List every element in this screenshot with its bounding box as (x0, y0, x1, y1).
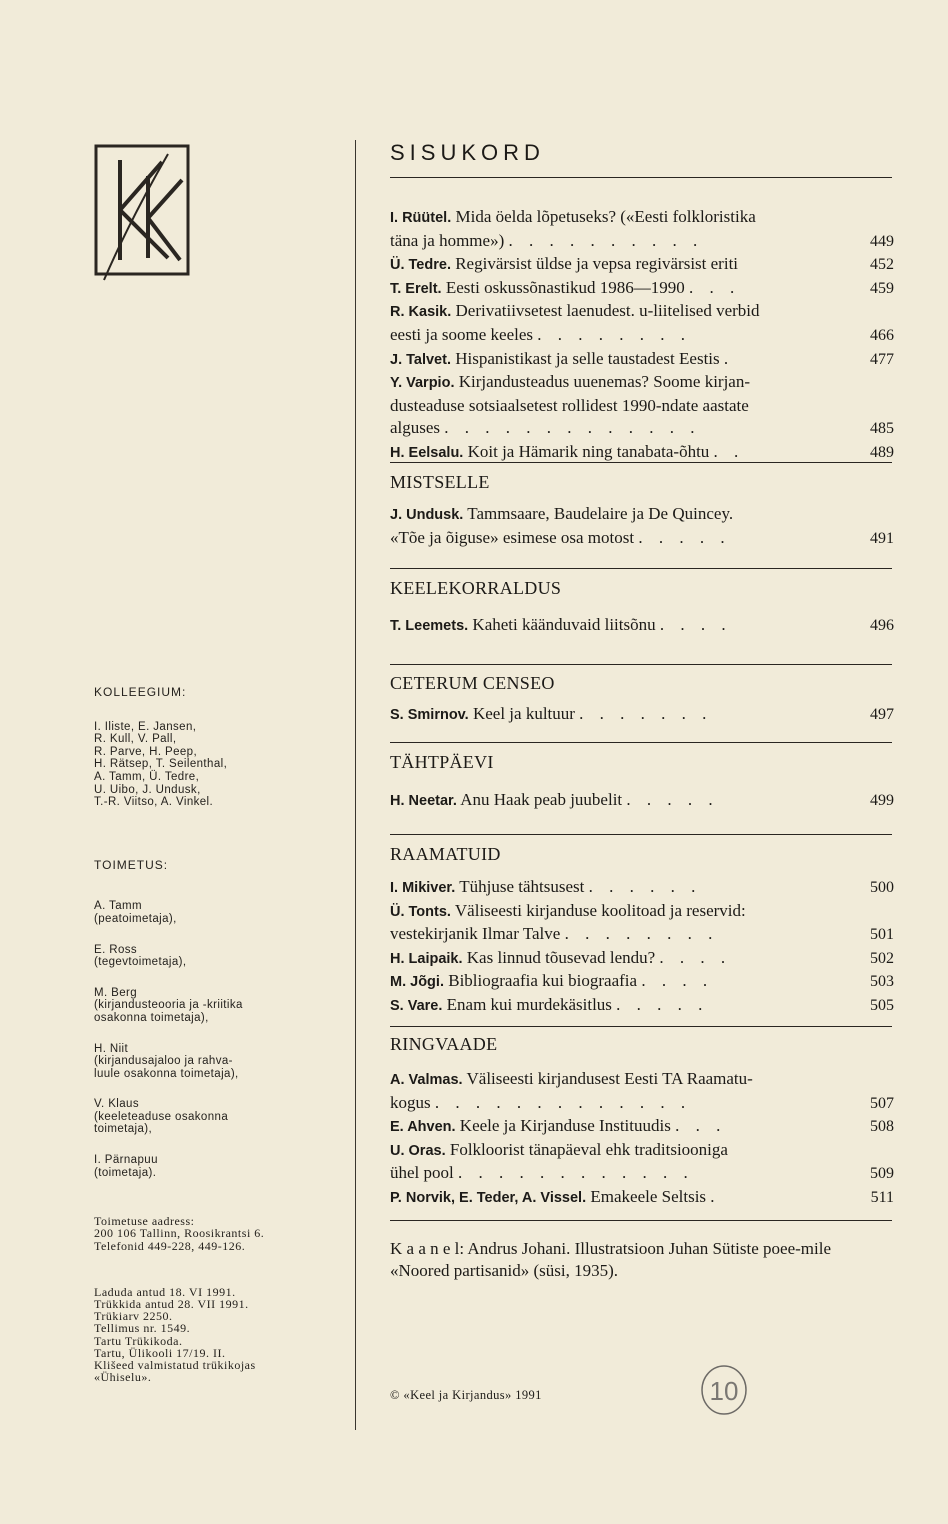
section-title: RINGVAADE (390, 1034, 498, 1054)
toc-entry[interactable]: J. Talvet. Hispanistikast ja selle taustadest Eestis . 477 (390, 348, 894, 368)
toc-entry[interactable]: R. Kasik. Derivatiivsetest laenudest. u-liitelised verbid eesti ja soome keeles . . . . . . . . 466 (390, 301, 894, 344)
section-rule (390, 1220, 892, 1221)
section-rule (390, 664, 892, 665)
section-title: CETERUM CENSEO (390, 673, 555, 693)
toc-entry[interactable]: J. Undusk. Tammsaare, Baudelaire ja De Quincey. «Tõe ja õiguse» esimese osa motost . . . . . 491 (390, 504, 894, 547)
page-title: SISUKORD (390, 140, 545, 165)
toc-entry[interactable]: Y. Varpio. Kirjandusteadus uuenemas? Soome kirjan- dusteaduse sotsiaalsetest rollidest 1990-ndate aastate alguses . . . . . . . . . . . . . 485 (390, 372, 894, 438)
toc-entry[interactable]: M. Jõgi. Bibliograafia kui biograafia . . . . 503 (390, 971, 894, 991)
left-column (94, 686, 334, 1383)
toc-entry[interactable]: H. Laipaik. Kas linnud tõusevad lendu? . . . . 502 (390, 947, 894, 967)
toc-entry[interactable]: I. Mikiver. Tühjuse tähtsusest . . . . . . 500 (390, 877, 894, 896)
copyright: © «Keel ja Kirjandus» 1991 (390, 1388, 542, 1402)
toc-main (390, 206, 894, 465)
kolleegium-heading: KOLLEEGIUM: (94, 685, 187, 699)
toimetus-heading: TOIMETUS: (94, 857, 169, 872)
column-divider (355, 140, 356, 1430)
section-rule (390, 568, 892, 569)
section-rule (390, 834, 892, 835)
section-rule (390, 462, 892, 463)
toc-entry[interactable]: A. Valmas. Väliseesti kirjandusest Eesti TA Raamatu- kogus . . . . . . . . . . . . . 507 (390, 1069, 894, 1112)
toc-entry[interactable]: U. Oras. Folkloorist tänapäeval ehk traditsiooniga ühel pool . . . . . . . . . . . . 509 (390, 1139, 894, 1183)
staff-item: A. Tamm (peatoimetaja), (94, 900, 177, 925)
section-title: TÄHTPÄEVI (390, 752, 494, 772)
toc-entry[interactable]: Ü. Tonts. Väliseesti kirjanduse koolitoad ja reservid: vestekirjanik Ilmar Talve . . . . . . . . 501 (390, 900, 894, 944)
library-stamp (690, 1360, 760, 1418)
toc-section-raamatuid (390, 876, 894, 1018)
toc-entry[interactable]: P. Norvik, E. Teder, A. Vissel. Emakeele Seltsis . 511 (390, 1186, 894, 1206)
toc-entry[interactable]: T. Leemets. Kaheti käänduvaid liitsõnu . . . . 496 (390, 615, 894, 634)
title-rule (390, 177, 892, 178)
section-rule (390, 1026, 892, 1027)
toc-entry[interactable]: H. Eelsalu. Koit ja Hämarik ning tanabata-õhtu . . 489 (390, 441, 894, 461)
toc-entry[interactable]: H. Neetar. Anu Haak peab juubelit . . . . . 499 (390, 790, 894, 809)
editorial-address: Toimetuse aadress: 200 106 Tallinn, Roosikrantsi 6. Telefonid 449-228, 449-126. (94, 1214, 265, 1253)
staff-item: H. Niit (kirjandusajaloo ja rahva- luule osakonna toimetaja), (94, 1042, 239, 1080)
staff-item: V. Klaus (keeleteaduse osakonna toimetaja), (94, 1098, 229, 1136)
toc-section-ringvaade (390, 1068, 894, 1210)
staff-item: I. Pärnapuu (toimetaja). (94, 1154, 158, 1179)
staff-item: E. Ross (tegevtoimetaja), (94, 943, 187, 969)
toc-entry[interactable]: S. Smirnov. Keel ja kultuur . . . . . . . 497 (390, 704, 894, 723)
kolleegium-list: I. Iliste, E. Jansen, R. Kull, V. Pall, R. Parve, H. Peep, H. Rätsep, T. Seilenthal, A. Tamm, Ü. Tedre, U. Uibo, J. Undusk, T.-R. Viitso, A. Vinkel. (94, 720, 228, 809)
section-title: RAAMATUID (390, 844, 501, 864)
toc-entry[interactable]: E. Ahven. Keele ja Kirjanduse Instituudis . . . 508 (390, 1116, 894, 1136)
section-rule (390, 742, 892, 743)
toc-entry[interactable]: I. Rüütel. Mida öelda lõpetuseks? («Eesti folkloristika täna ja homme») . . . . . . . . . . 449 (390, 207, 894, 250)
stamp-number: 10 (709, 1376, 739, 1406)
toc-entry[interactable]: Ü. Tedre. Regivärsist üldse ja vepsa regivärsist eriti 452 (390, 254, 894, 274)
journal-logo (90, 140, 194, 286)
print-details: Laduda antud 18. VI 1991. Trükkida antud 28. VII 1991. Trükiarv 2250. Tellimus nr. 1549. Tartu Trükikoda. Tartu, Ülikooli 17/19. II. Klišeed valmistatud trükikojas «Ühiselu». (94, 1284, 256, 1385)
toc-entry[interactable]: S. Vare. Enam kui murdekäsitlus . . . . . 505 (390, 994, 894, 1014)
section-title: MISTSELLE (390, 472, 490, 492)
cover-caption: K a a n e l: Andrus Johani. Illustratsioon Juhan Sütiste poee-mile «Noored partisanid» (süsi, 1935). (390, 1239, 831, 1280)
toc-entry[interactable]: T. Erelt. Eesti oskussõnastikud 1986—1990 . . . 459 (390, 277, 894, 297)
section-title: KEELEKORRALDUS (390, 578, 562, 598)
staff-item: M. Berg (kirjandusteooria ja -kriitika osakonna toimetaja), (94, 986, 243, 1024)
